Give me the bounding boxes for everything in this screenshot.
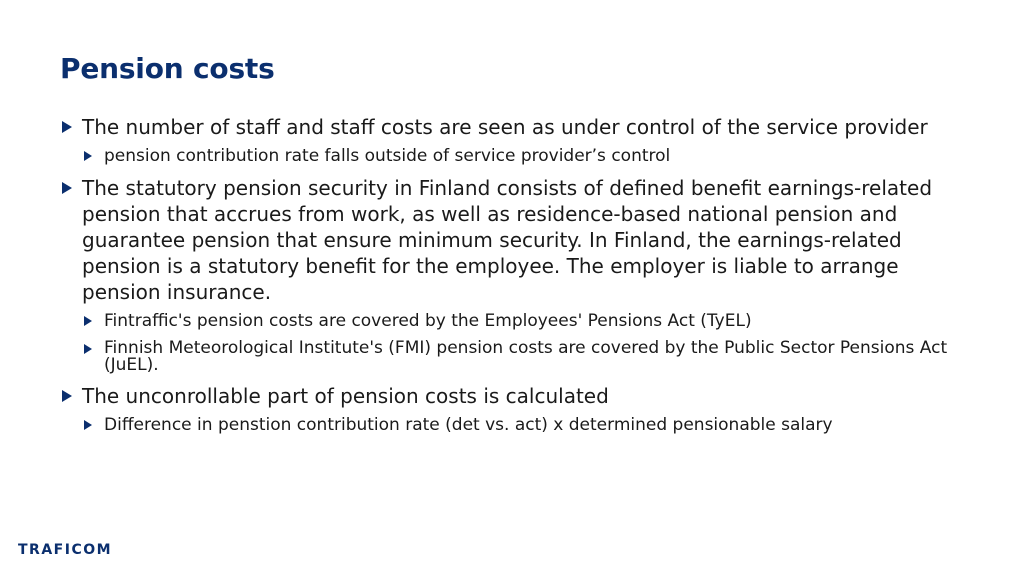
- sub-bullet-item: [82, 415, 960, 435]
- bullet-text: The unconrollable part of pension costs is calculated: [82, 384, 609, 408]
- bullet-item: [60, 383, 960, 409]
- sub-bullet-item: [82, 146, 960, 166]
- triangle-bullet-icon: [84, 344, 92, 354]
- bullet-text: The statutory pension security in Finland consists of defined benefit earnings-related pension that accrues from work, as well as residence-based national pension and guarantee pension that ensure minimum security. In Finland, the earnings-related pension is a statutory benefit for the employee. The employer is liable to arrange pension insurance.: [82, 176, 933, 304]
- triangle-bullet-icon: [62, 182, 72, 194]
- triangle-bullet-icon: [84, 151, 92, 161]
- traficom-logo: TRAFICOM: [18, 542, 113, 558]
- slide-title: Pension costs: [60, 52, 275, 85]
- sub-bullet-text: pension contribution rate falls outside of service provider’s control: [104, 146, 671, 166]
- sub-bullet-text: Difference in penstion contribution rate (det vs. act) x determined pensionable salary: [104, 415, 833, 435]
- sub-bullet-text: Fintraffic's pension costs are covered by the Employees' Pensions Act (TyEL): [104, 311, 752, 331]
- triangle-bullet-icon: [84, 316, 92, 326]
- bullet-item: [60, 175, 960, 305]
- sub-bullet-item: [82, 311, 960, 331]
- sub-bullet-item: [82, 340, 960, 374]
- triangle-bullet-icon: [62, 390, 72, 402]
- slide-content: [60, 114, 960, 444]
- sub-bullet-text: Finnish Meteorological Institute's (FMI) pension costs are covered by the Public Sector Pensions Act (JuEL).: [104, 338, 948, 375]
- triangle-bullet-icon: [62, 121, 72, 133]
- bullet-item: [60, 114, 960, 140]
- triangle-bullet-icon: [84, 420, 92, 430]
- bullet-text: The number of staff and staff costs are seen as under control of the service provider: [82, 115, 928, 139]
